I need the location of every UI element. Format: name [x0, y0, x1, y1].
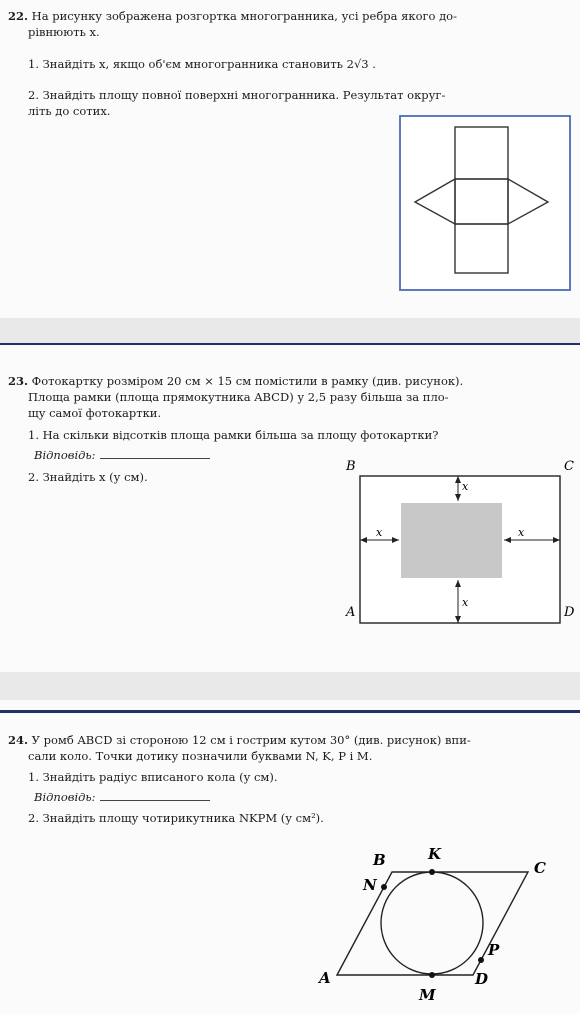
problem-23-number: 23. [8, 374, 29, 388]
problem-23-intro-line2: Площа рамки (площа прямокутника ABCD) у 2,5 разу більша за пло- [28, 390, 449, 404]
problem-23-intro-text: Фотокартку розміром 20 см × 15 см помістили в рамку (див. рисунок). [31, 374, 464, 388]
point-label-k: K [428, 845, 442, 863]
vertex-label-b: B [373, 851, 386, 869]
answer-label: Відповідь: [34, 448, 96, 462]
vertex-label-b: B [346, 459, 356, 474]
point-label-n: N [363, 876, 377, 894]
label-x-bottom: x [462, 596, 469, 609]
problem-23-question-1: 1. На скільки відсотків площа рамки більша за площу фотокартки? [28, 428, 439, 442]
problem-23-question-2: 2. Знайдіть x (у см). [28, 470, 148, 484]
header-rule [0, 343, 580, 345]
header-rule [0, 710, 580, 713]
problem-24-number: 24. [8, 733, 29, 747]
point-n [381, 884, 387, 890]
answer-blank[interactable] [100, 448, 210, 459]
problem-22-intro-line2: рівнюють x. [28, 25, 100, 39]
photo-frame-figure [340, 456, 575, 631]
vertex-label-a: A [319, 969, 331, 987]
problem-23-panel [0, 344, 580, 672]
vertex-label-a: A [346, 605, 356, 620]
point-label-p: P [488, 941, 500, 959]
problem-24-intro-line2: сали коло. Точки дотику позначили буквами N, K, P і M. [28, 749, 373, 763]
label-x-right: x [518, 526, 525, 539]
point-m [429, 972, 435, 978]
problem-22-intro-line1 [8, 8, 457, 24]
problem-22-question-2-line2: літь до сотих. [28, 104, 111, 118]
answer-blank[interactable] [100, 790, 210, 801]
photo-rectangle [401, 503, 502, 578]
problem-24-question-1: 1. Знайдіть радіус вписаного кола (у см). [28, 770, 278, 784]
answer-label: Відповідь: [34, 790, 96, 804]
problem-22-question-2-line1: 2. Знайдіть площу повної поверхні многогранника. Результат округ- [28, 88, 446, 102]
polyhedron-net-figure [400, 116, 570, 294]
problem-24-intro-line1 [8, 732, 471, 748]
point-p [478, 957, 484, 963]
label-x-left: x [376, 526, 383, 539]
vertex-label-d: D [475, 970, 489, 988]
problem-22-question-1: 1. Знайдіть x, якщо об'єм многогранника становить 2√3 . [28, 57, 376, 71]
problem-23-answer-line [34, 447, 210, 463]
vertex-label-d: D [564, 605, 575, 620]
problem-22-intro-text: На рисунку зображена розгортка многогранника, усі ребра якого до- [31, 9, 457, 23]
problem-23-intro-line3: щу самої фотокартки. [28, 406, 162, 420]
vertex-label-c: C [534, 859, 546, 877]
problem-23-intro-line1 [8, 373, 463, 389]
vertex-label-c: C [564, 459, 574, 474]
problem-24-panel [0, 700, 580, 1014]
problem-24-question-2: 2. Знайдіть площу чотирикутника NKPM (у см²). [28, 811, 324, 825]
rhombus-figure [305, 840, 575, 1010]
problem-22-number: 22. [8, 9, 29, 23]
inscribed-circle [381, 872, 483, 974]
problem-24-answer-line [34, 789, 210, 805]
problem-22-panel [0, 0, 580, 318]
net-frame [400, 116, 570, 290]
point-label-m: M [419, 986, 436, 1004]
point-k [429, 869, 435, 875]
problem-24-intro-text: У ромб ABCD зі стороною 12 см і гострим кутом 30° (див. рисунок) впи- [31, 733, 471, 747]
label-x-top: x [462, 480, 469, 493]
